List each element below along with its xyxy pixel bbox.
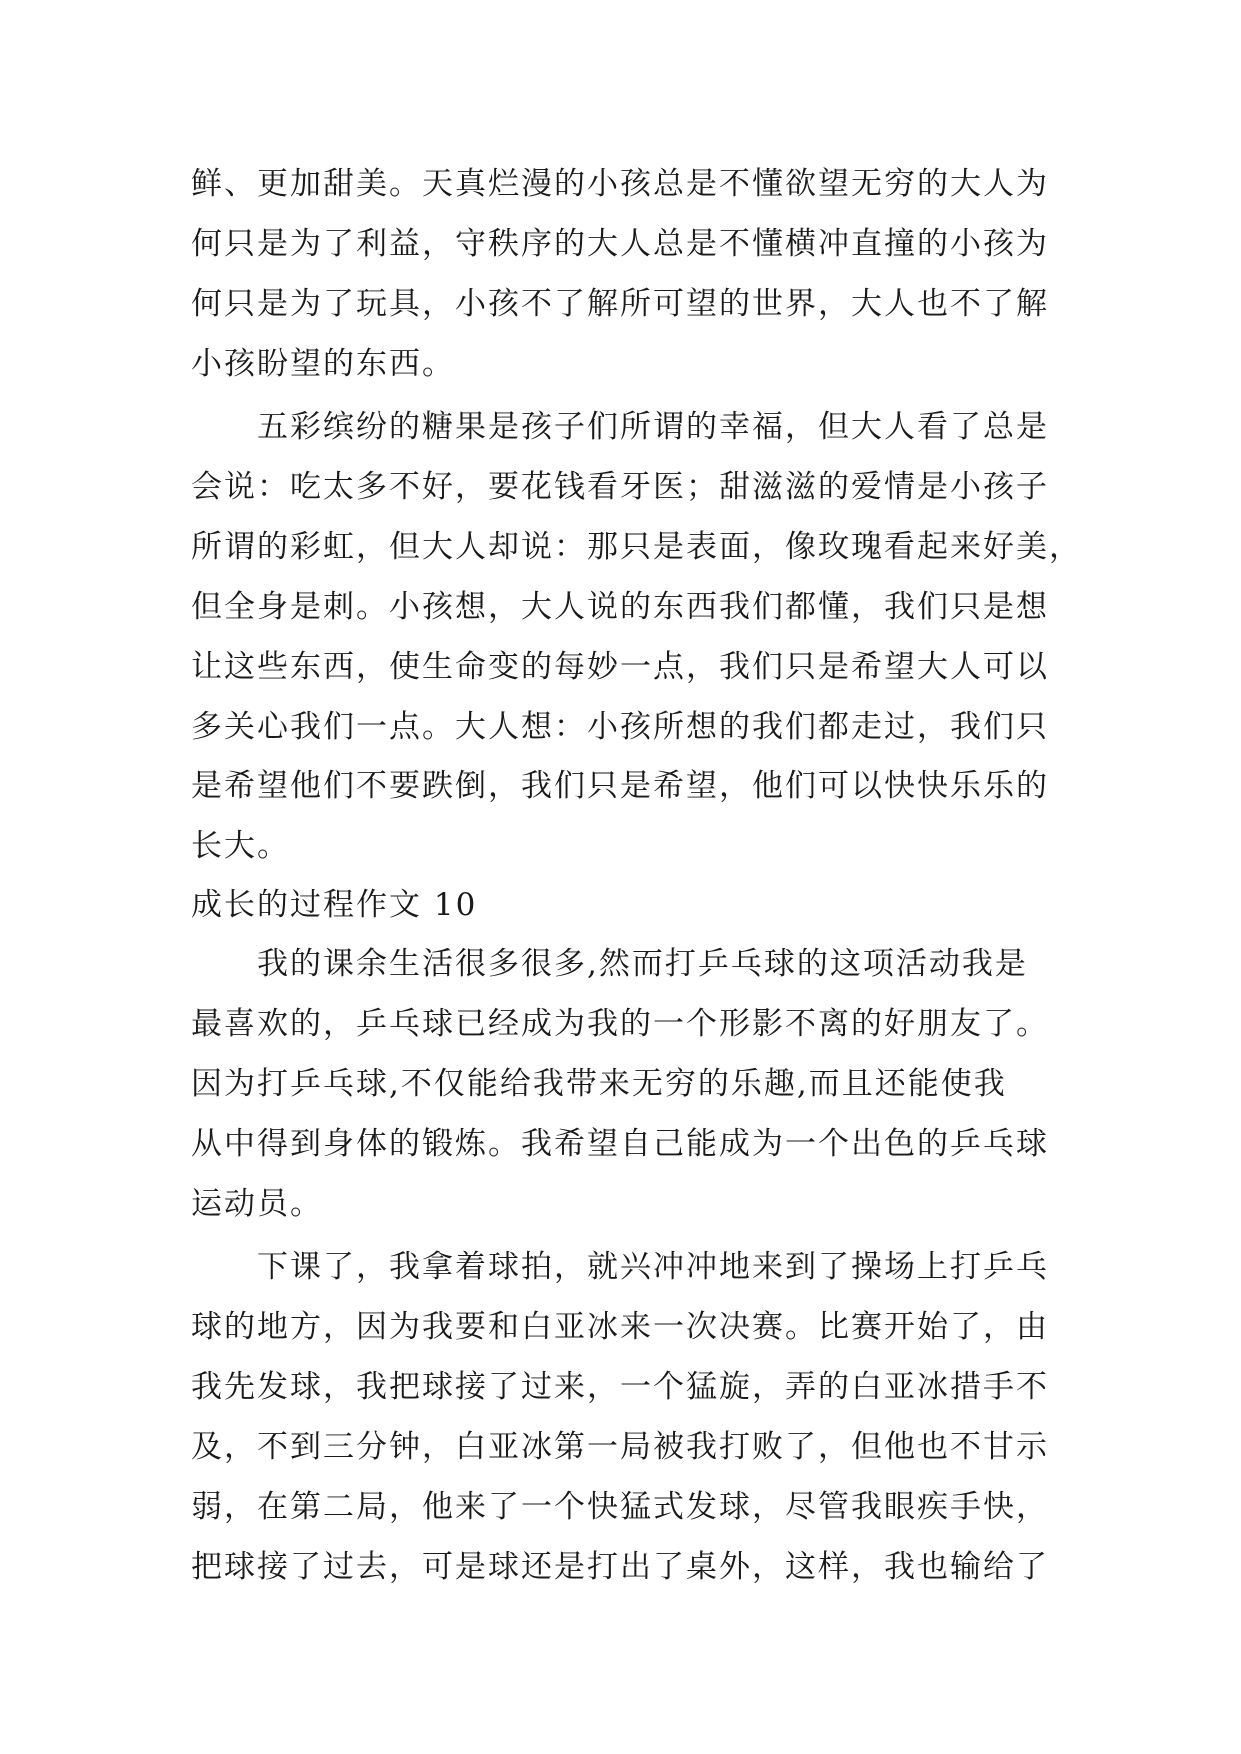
paragraph-first-line: 我的课余生活很多很多,然而打乒乓球的这项活动我是 [257,946,1028,982]
text-line: 把球接了过去，可是球还是打出了桌外，这样，我也输给了 [191,1549,1049,1585]
text-line: 及，不到三分钟，白亚冰第一局被我打败了，但他也不甘示 [191,1429,1049,1465]
text-line: 我先发球，我把球接了过来，一个猛旋，弄的白亚冰措手不 [191,1369,1049,1405]
text-line: 鲜、更加甜美。天真烂漫的小孩总是不懂欲望无穷的大人为 [191,166,1049,202]
text-line: 但全身是刺。小孩想，大人说的东西我们都懂，我们只是想 [191,589,1049,625]
text-line: 球的地方，因为我要和白亚冰来一次决赛。比赛开始了，由 [191,1309,1049,1345]
text-line: 弱，在第二局，他来了一个快猛式发球，尽管我眼疾手快， [191,1489,1049,1525]
text-line: 何只是为了利益，守秩序的大人总是不懂横冲直撞的小孩为 [191,226,1049,262]
section-heading: 成长的过程作文 10 [191,887,478,923]
text-line: 从中得到身体的锻炼。我希望自己能成为一个出色的乒乓球 [191,1126,1049,1162]
text-line: 所谓的彩虹，但大人却说：那只是表面，像玫瑰看起来好美， [191,529,1082,565]
paragraph-first-line: 下课了，我拿着球拍，就兴冲冲地来到了操场上打乒乓 [257,1249,1049,1285]
text-line: 何只是为了玩具，小孩不了解所可望的世界，大人也不了解 [191,286,1049,322]
text-line: 最喜欢的，乒乓球已经成为我的一个形影不离的好朋友了。 [191,1006,1049,1042]
paragraph-first-line: 五彩缤纷的糖果是孩子们所谓的幸福，但大人看了总是 [257,409,1049,445]
text-line: 小孩盼望的东西。 [191,346,455,382]
text-line: 是希望他们不要跌倒，我们只是希望，他们可以快快乐乐的 [191,768,1049,804]
text-line: 让这些东西，使生命变的每妙一点，我们只是希望大人可以 [191,649,1049,685]
text-line: 会说：吃太多不好，要花钱看牙医；甜滋滋的爱情是小孩子 [191,469,1049,505]
text-line: 运动员。 [191,1186,323,1222]
text-line: 多关心我们一点。大人想：小孩所想的我们都走过，我们只 [191,709,1049,745]
text-line: 长大。 [191,828,290,864]
text-line: 因为打乒乓球,不仅能给我带来无穷的乐趣,而且还能使我 [191,1066,1007,1102]
